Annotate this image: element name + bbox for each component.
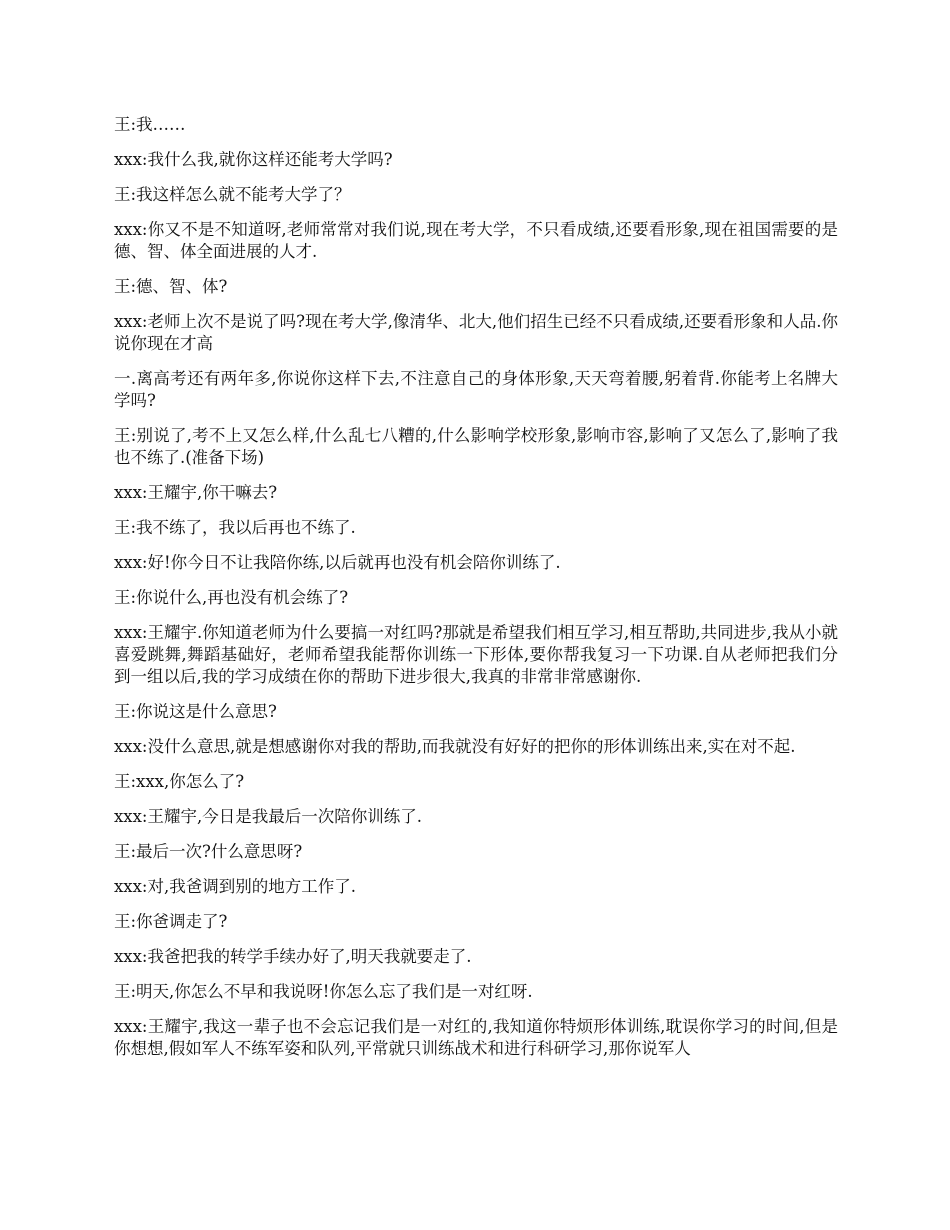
dialogue-line: 王:德、智、体? <box>114 277 228 296</box>
dialogue-line: xxx:王耀宇,我这一辈子也不会忘记我们是一对红的,我知道你特烦形体训练,耽误你学习的时间,但是你想想,假如军人不练军姿和队列,平常就只训练战术和进行科研学习,那你说军人 <box>114 1017 838 1058</box>
dialogue-line: xxx:王耀宇.你知道老师为什么要搞一对红吗?那就是希望我们相互学习,相互帮助,共同进步,我从小就喜爱跳舞,舞蹈基础好，老师希望我能帮你训练一下形体,要你帮我复习一下功课.自从老师把我们分到一组以后,我的学习成绩在你的帮助下进步很大,我真的非常非常感谢你. <box>114 623 838 686</box>
dialogue-line: xxx:好!你今日不让我陪你练,以后就再也没有机会陪你训练了. <box>114 553 561 572</box>
dialogue-line: 王:我…… <box>114 115 186 134</box>
dialogue-line: xxx:王耀宇,你干嘛去? <box>114 483 278 502</box>
dialogue-line: 王:xxx,你怎么了? <box>114 772 245 791</box>
document-page <box>114 114 838 1073</box>
dialogue-line: 一.离高考还有两年多,你说你这样下去,不注意自己的身体形象,天天弯着腰,躬着背.你能考上名牌大学吗? <box>114 369 838 410</box>
dialogue-line: 王:你说什么,再也没有机会练了? <box>114 588 349 607</box>
dialogue-line: xxx:老师上次不是说了吗?现在考大学,像清华、北大,他们招生已经不只看成绩,还要看形象和人品.你说你现在才高 <box>114 312 838 353</box>
dialogue-line: xxx:你又不是不知道呀,老师常常对我们说,现在考大学，不只看成绩,还要看形象,现在祖国需要的是德、智、体全面进展的人才. <box>114 220 838 261</box>
dialogue-line: xxx:没什么意思,就是想感谢你对我的帮助,而我就没有好好的把你的形体训练出来,实在对不起. <box>114 737 796 756</box>
dialogue-line: xxx:王耀宇,今日是我最后一次陪你训练了. <box>114 807 422 826</box>
dialogue-line: xxx:对,我爸调到别的地方工作了. <box>114 877 356 896</box>
dialogue-line: 王:你说这是什么意思? <box>114 702 277 721</box>
dialogue-line: 王:明天,你怎么不早和我说呀!你怎么忘了我们是一对红呀. <box>114 982 533 1001</box>
dialogue-line: 王:我不练了，我以后再也不练了. <box>114 518 356 537</box>
dialogue-line: 王:你爸调走了? <box>114 912 228 931</box>
dialogue-line: 王:别说了,考不上又怎么样,什么乱七八糟的,什么影响学校形象,影响市容,影响了又怎么了,影响了我也不练了.(准备下场) <box>114 426 838 467</box>
dialogue-line: 王:最后一次?什么意思呀? <box>114 842 303 861</box>
dialogue-line: 王:我这样怎么就不能考大学了？ <box>114 185 351 204</box>
dialogue-line: xxx:我什么我,就你这样还能考大学吗? <box>114 150 393 169</box>
dialogue-line: xxx:我爸把我的转学手续办好了,明天我就要走了. <box>114 947 472 966</box>
